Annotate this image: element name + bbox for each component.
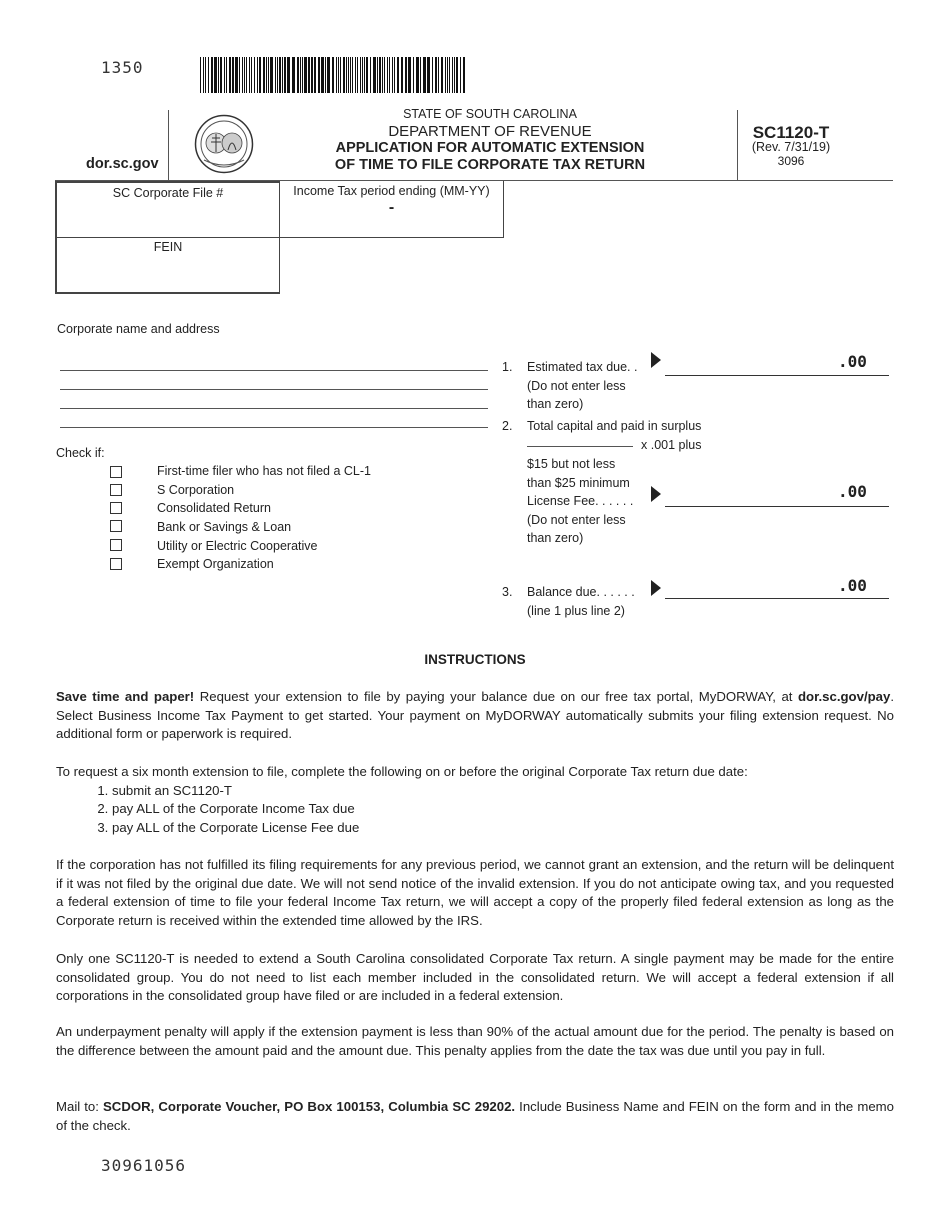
line2-text-b: $15 but not less xyxy=(527,457,616,471)
barcode-bar xyxy=(232,57,234,93)
barcode-bar xyxy=(449,57,450,93)
line2-text-d: License Fee. . . . . . xyxy=(527,494,634,508)
barcode-bar xyxy=(208,57,209,93)
instructions-title: INSTRUCTIONS xyxy=(424,652,526,667)
line2-label xyxy=(527,455,633,548)
checkbox-label-exempt-organization: Exempt Organization xyxy=(157,557,274,571)
instructions-p2-intro: To request a six month extension to file, complete the following on or before the original Corporate Tax return due date: xyxy=(56,764,748,779)
checkbox-utility-cooperative[interactable] xyxy=(110,539,122,551)
barcode-bar xyxy=(249,57,250,93)
barcode-bar xyxy=(214,57,217,93)
address-line-4[interactable] xyxy=(60,427,488,428)
barcode-bar xyxy=(452,57,453,93)
period-separator: - xyxy=(388,199,395,216)
barcode-bar xyxy=(325,57,326,93)
barcode-bar xyxy=(387,57,388,93)
barcode-bar xyxy=(304,57,307,93)
barcode-bar xyxy=(302,57,303,93)
instructions-p1-bold: Save time and paper! xyxy=(56,689,195,704)
barcode-bar xyxy=(270,57,273,93)
fein-field[interactable] xyxy=(55,237,280,294)
barcode-bar xyxy=(340,57,341,93)
scan-code-top: 1350 xyxy=(101,58,144,77)
line2-cents: .00 xyxy=(838,482,867,501)
line1-number: 1. xyxy=(502,360,513,374)
barcode-bar xyxy=(218,57,219,93)
checkbox-consolidated-return[interactable] xyxy=(110,502,122,514)
line2-number: 2. xyxy=(502,419,513,433)
line1-arrow-icon xyxy=(651,352,661,368)
line3-number: 3. xyxy=(502,585,513,599)
checkbox-label-utility-cooperative: Utility or Electric Cooperative xyxy=(157,539,318,553)
form-title-block xyxy=(280,106,700,174)
barcode-bar xyxy=(311,57,313,93)
extension-steps-list xyxy=(56,782,894,838)
barcode-bar xyxy=(394,57,395,93)
barcode-bar xyxy=(350,57,351,93)
checkbox-label-consolidated-return: Consolidated Return xyxy=(157,501,271,515)
barcode xyxy=(200,57,468,93)
line3-label xyxy=(527,583,635,620)
barcode-bar xyxy=(435,57,437,93)
barcode-bar xyxy=(203,57,204,93)
barcode-bar xyxy=(277,57,278,93)
line2-capital-field[interactable] xyxy=(527,446,633,447)
fein-label: FEIN xyxy=(153,240,183,254)
barcode-bar xyxy=(292,57,295,93)
barcode-bar xyxy=(423,57,426,93)
barcode-bar xyxy=(438,57,439,93)
line2-text-f: than zero) xyxy=(527,531,584,545)
instructions-paragraph-6 xyxy=(56,1098,894,1135)
barcode-bar xyxy=(327,57,330,93)
barcode-bar xyxy=(427,57,430,93)
barcode-bar xyxy=(318,57,320,93)
line1-label xyxy=(527,358,637,414)
checkbox-label-s-corporation: S Corporation xyxy=(157,483,235,497)
checkbox-bank-savings-loan[interactable] xyxy=(110,520,122,532)
line3-arrow-icon xyxy=(651,580,661,596)
header-divider-left xyxy=(168,110,169,180)
line2-amount-field[interactable] xyxy=(665,506,889,507)
address-line-3[interactable] xyxy=(60,408,488,409)
line2-multiplier: x .001 plus xyxy=(641,438,702,452)
barcode-bar xyxy=(445,57,446,93)
barcode-bar xyxy=(211,57,213,93)
form-id-block xyxy=(740,123,842,168)
barcode-bar xyxy=(389,57,390,93)
barcode-bar xyxy=(366,57,368,93)
form-revision: (Rev. 7/31/19) xyxy=(751,140,831,154)
barcode-bar xyxy=(205,57,206,93)
checkbox-first-time-filer[interactable] xyxy=(110,466,122,478)
line2-text-e: (Do not enter less xyxy=(527,512,626,527)
mail-address: SCDOR, Corporate Voucher, PO Box 100153, Columbia SC 29202. xyxy=(103,1099,516,1114)
barcode-bar xyxy=(336,57,337,93)
barcode-bar xyxy=(392,57,393,93)
instructions-p1-text2: . Select Business Income Tax Payment to get started. Your payment on MyDORWAY automatically submits your filing extension request. No additional form or paperwork is required. xyxy=(56,689,895,742)
form-title-line2: OF TIME TO FILE CORPORATE TAX RETURN xyxy=(334,157,646,173)
barcode-bar xyxy=(441,57,443,93)
barcode-bar xyxy=(397,57,399,93)
barcode-bar xyxy=(226,57,227,93)
barcode-bar xyxy=(360,57,361,93)
barcode-bar xyxy=(463,57,465,93)
address-line-2[interactable] xyxy=(60,389,488,390)
header-divider-right xyxy=(737,110,738,180)
barcode-bar xyxy=(200,57,201,93)
barcode-bar xyxy=(373,57,376,93)
barcode-bar xyxy=(456,57,458,93)
instructions-p1-text: Request your extension to file by paying your balance due on our free tax portal, MyDORWAY, at xyxy=(194,689,798,704)
mail-instructions: Include Business Name and FEIN on the form and in the memo of the check. xyxy=(56,1099,894,1133)
barcode-bar xyxy=(346,57,347,93)
website-label: dor.sc.gov xyxy=(86,156,159,172)
barcode-bar xyxy=(432,57,433,93)
barcode-bar xyxy=(308,57,310,93)
state-seal-icon xyxy=(194,114,254,174)
mail-to-lead: Mail to: xyxy=(56,1099,104,1114)
form-code: 3096 xyxy=(777,154,805,168)
barcode-bar xyxy=(413,57,414,93)
line3-cents: .00 xyxy=(838,576,867,595)
line2-label-a: Total capital and paid in surplus xyxy=(527,419,702,433)
barcode-bar xyxy=(384,57,385,93)
barcode-bar xyxy=(370,57,371,93)
list-item: 2. pay ALL of the Corporate Income Tax due xyxy=(112,800,894,819)
barcode-bar xyxy=(268,57,269,93)
checkbox-exempt-organization[interactable] xyxy=(110,558,122,570)
instructions-paragraph-2 xyxy=(56,763,894,837)
address-line-1[interactable] xyxy=(60,370,488,371)
department-name: DEPARTMENT OF REVENUE xyxy=(388,123,592,140)
list-item: 3. pay ALL of the Corporate License Fee due xyxy=(112,819,894,838)
line1-cents: .00 xyxy=(838,352,867,371)
state-name: STATE OF SOUTH CAROLINA xyxy=(403,107,577,121)
barcode-bar xyxy=(357,57,358,93)
portal-link[interactable]: dor.sc.gov/pay xyxy=(797,689,891,704)
barcode-bar xyxy=(408,57,411,93)
barcode-bar xyxy=(355,57,356,93)
barcode-bar xyxy=(254,57,255,93)
barcode-bar xyxy=(382,57,383,93)
checkbox-label-bank-savings-loan: Bank or Savings & Loan xyxy=(157,520,292,534)
instructions-paragraph-1 xyxy=(56,688,894,744)
barcode-bar xyxy=(266,57,267,93)
checkbox-label-first-time-filer: First-time filer who has not filed a CL-1 xyxy=(157,464,371,478)
barcode-bar xyxy=(263,57,265,93)
barcode-bar xyxy=(332,57,334,93)
barcode-bar xyxy=(364,57,365,93)
line3-amount-field[interactable] xyxy=(665,598,889,599)
barcode-bar xyxy=(454,57,455,93)
barcode-bar xyxy=(379,57,381,93)
barcode-bar xyxy=(251,57,252,93)
list-item: 1. submit an SC1120-T xyxy=(112,782,894,801)
form-title-line1: APPLICATION FOR AUTOMATIC EXTENSION xyxy=(335,140,645,156)
barcode-bar xyxy=(352,57,353,93)
barcode-bar xyxy=(348,57,349,93)
barcode-bar xyxy=(362,57,363,93)
barcode-bar xyxy=(239,57,240,93)
line1-amount-field[interactable] xyxy=(665,375,889,376)
file-number-label: SC Corporate File # xyxy=(112,186,224,200)
barcode-bar xyxy=(416,57,419,93)
line3-text-b: (line 1 plus line 2) xyxy=(527,603,625,618)
barcode-bar xyxy=(321,57,324,93)
check-if-label: Check if: xyxy=(56,446,105,460)
instructions-paragraph-3: If the corporation has not fulfilled its filing requirements for any previous period, we cannot grant an extension, and the return will be delinquent if it was not filed by the original due date. We will not send notice of the invalid extension. If you do not anticipate owing tax, and you requested a federal extension of time to file your federal Income Tax return, we will accept a copy of the properly filed federal extension as long as the Corporate return is received within the extended time allowed by the IRS. xyxy=(56,857,894,928)
barcode-bar xyxy=(314,57,316,93)
barcode-bar xyxy=(279,57,281,93)
barcode-bar xyxy=(420,57,421,93)
line1-text-b: (Do not enter less xyxy=(527,378,626,393)
barcode-bar xyxy=(275,57,276,93)
barcode-bar xyxy=(220,57,222,93)
instructions-paragraph-5: An underpayment penalty will apply if the extension payment is less than 90% of the actual amount due for the period. The penalty is based on the difference between the amount paid and the amount due. This penalty applies from the date the tax was due until you pay in full. xyxy=(56,1024,894,1058)
instructions-paragraph-4: Only one SC1120-T is needed to extend a South Carolina consolidated Corporate Tax return. A single payment may be made for the entire consolidated group. You do not need to list each member included in the consolidated return. We will accept a federal extension if all corporations in the consolidated group have filed or are included in a federal extension. xyxy=(56,951,894,1004)
barcode-bar xyxy=(297,57,299,93)
barcode-bar xyxy=(282,57,283,93)
file-number-field[interactable] xyxy=(55,181,280,238)
period-ending-field[interactable] xyxy=(279,181,504,238)
line2-text-c: than $25 minimum xyxy=(527,475,630,490)
barcode-bar xyxy=(447,57,448,93)
barcode-bar xyxy=(257,57,258,93)
barcode-bar xyxy=(229,57,231,93)
barcode-bar xyxy=(287,57,290,93)
barcode-bar xyxy=(377,57,378,93)
barcode-bar xyxy=(300,57,301,93)
barcode-bar xyxy=(242,57,243,93)
barcode-bar xyxy=(259,57,261,93)
barcode-bar xyxy=(343,57,345,93)
period-ending-label: Income Tax period ending (MM-YY) xyxy=(293,184,490,198)
barcode-bar xyxy=(401,57,403,93)
scan-code-bottom: 30961056 xyxy=(101,1156,187,1175)
barcode-bar xyxy=(246,57,247,93)
barcode-bar xyxy=(235,57,238,93)
form-id: SC1120-T xyxy=(752,123,830,142)
line1-text-c: than zero) xyxy=(527,397,584,411)
line2-arrow-icon xyxy=(651,486,661,502)
checkbox-s-corporation[interactable] xyxy=(110,484,122,496)
barcode-bar xyxy=(405,57,407,93)
barcode-bar xyxy=(284,57,286,93)
line1-text-a: Estimated tax due. . xyxy=(527,360,638,374)
barcode-bar xyxy=(224,57,225,93)
barcode-bar xyxy=(244,57,245,93)
name-address-label: Corporate name and address xyxy=(57,322,220,336)
barcode-bar xyxy=(460,57,461,93)
line3-text-a: Balance due. . . . . . xyxy=(527,585,635,599)
barcode-bar xyxy=(338,57,339,93)
